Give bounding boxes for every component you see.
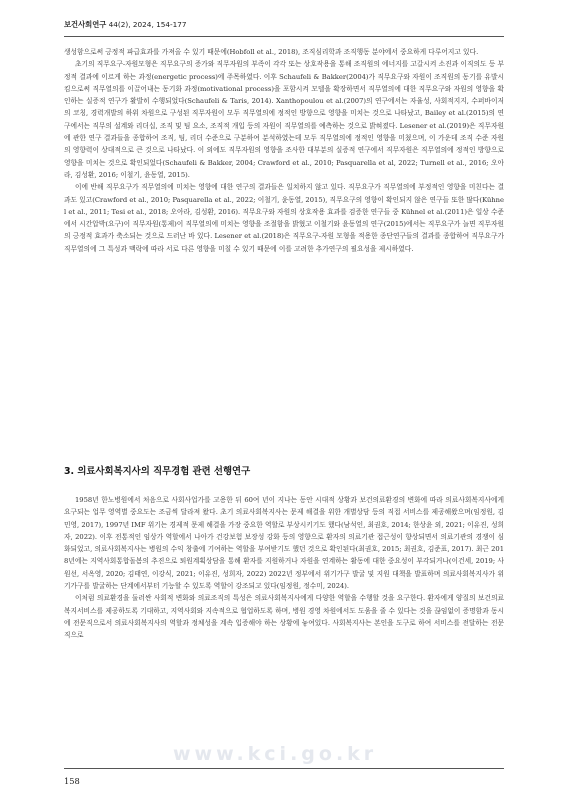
page-number: 158: [64, 776, 80, 786]
journal-citation: 44(2), 2024, 154-177: [106, 20, 187, 29]
paragraph-medical-social-work-roles: 이처럼 의료환경을 둘러싼 사회적 변화와 의료조직의 특성은 의료사회복지사에게 다양한 역할을 수행할 것을 요구한다. 환자에게 양질의 보건의료복지서비스를 제공하도록 기대하고, 지역사회와 지속적으로 협업하도록 하며, 병원 경영 차원에서도 도움을 줄 수 있다는 것을 끊임없이 증명함과 동시에 전문직으로서 의료사회복지사의 역할과 정체성을 계속 입증해야 하는 상황에 놓여있다. 사회복지사는 본인을 도구로 하여 서비스를 전달하는 전문직으로: [64, 594, 504, 640]
watermark: www.kci.go.kr: [173, 743, 378, 765]
section-heading: 3. 의료사회복지사의 직무경험 관련 선행연구: [64, 466, 251, 477]
section-body-text: [64, 494, 504, 642]
header-rule: [64, 36, 504, 37]
footer-rule: [64, 768, 504, 769]
paragraph-medical-social-work-history: 1958년 한노병원에서 처음으로 사회사업가를 고용한 뒤 60여 년이 지나는 동안 시대적 상황과 보건의료환경의 변화에 따라 의료사회복지사에게 요구되는 업무 영역별 중요도는 조금씩 달라져 왔다. 초기 의료사회복지사는 문제 해결을 위한 개별상담 등의 직접 서비스를 제공해왔으며(임정원, 김민영, 2017), 1997년 IMF 위기는 경제적 문제 해결을 가장 중요한 역할로 부상시키기도 했다(남석인, 최권호, 2014; 한상윤 외, 2021; 이유진, 성희자, 2022). 이후 전통적인 임상가 역할에서 나아가 건강보험 보장성 강화 등의 영향으로 환자의 의료기관 접근성이 향상되면서 의료기관의 경쟁이 심화되었고, 의료사회복지사는 병원의 수익 창출에 기여하는 역할을 부여받기도 했던 것으로 확인된다(최권호, 2015; 최권호, 김준표, 2017). 최근 2018년에는 지역사회통합돌봄의 추진으로 퇴원계획상담을 통해 환자를 지원하거나 자원을 연계하는 활동에 대한 중요성이 부각되거나(이건세, 2019; 사원선, 서옥영, 2020; 김태연, 이강식, 2021; 이유진, 성희자, 2022) 2022년 정부에서 위기가구 발굴 및 지원 대책을 발표하며 의료사회복지사가 위기가구를 발굴하는 단계에서부터 기능할 수 있도록 역할이 강조되고 있다(임정원, 정수미, 2024).: [64, 496, 504, 591]
paragraph-continuation: 생성함으로써 긍정적 파급효과를 가져올 수 있기 때문에(Hobfoll et al., 2018), 조직심리학과 조직행동 분야에서 중요하게 다루어지고 있다.: [64, 48, 479, 56]
body-text: [64, 46, 504, 255]
paragraph-job-demands: 이에 반해 직무요구가 직무열의에 미치는 영향에 대한 연구의 결과들은 일치하지 않고 있다. 직무요구가 직무열의에 부정적인 영향을 미친다는 결과도 있고(Crawford et al., 2010; Pasquarella et al., 2022; 이철기, 윤동열, 2015), 직무요구의 영향이 확인되지 않은 연구들 또한 많다(Kühnel et al., 2011; Tesi et al., 2018; 오아라, 김성환, 2016). 직무요구와 자원의 상호작용 효과를 검증한 연구들 중 Kühnel et al.(2011)은 일상 수준에서 시간압박(요구)이 직무자원(통제)이 직무열의에 미치는 영향을 조절함을 밝혔고 이철기와 윤동열의 연구(2015)에서는 직무요구가 늘면 직무자원의 긍정적 효과가 축소되는 것으로 드러난 바 있다. Lesener et al.(2018)은 직무요구-자원 모형을 적용한 종단연구들의 결과를 종합하여 직무요구가 직무열의에 그 특성과 맥락에 따라 서로 다른 영향을 미칠 수 있기 때문에 이를 고려한 추가연구의 필요성을 제시하였다.: [64, 183, 504, 253]
running-header: [64, 20, 504, 30]
journal-name: 보건사회연구: [64, 20, 107, 29]
paragraph-jdr-model: 초기의 직무요구-자원모형은 직무요구의 증가와 직무자원의 부족이 각각 또는 상호작용을 통해 조직원의 에너지를 고갈시켜 소진과 이직의도 등 부정적 결과에 이르게 하는 과정(energetic process)에 주목하였다. 이후 Schaufeli & Bakker(2004)가 직무요구와 자원이 조직원의 동기를 유발시킴으로써 직무열의를 이끌어내는 동기화 과정(motivational process)을 포함시켜 모델을 확장하면서 직무열의에 대한 직무요구와 자원의 영향을 확인하는 실증적 연구가 활발히 수행되었다(Schaufeli & Taris, 2014). Xanthopoulou et al.(2007)의 연구에서는 자율성, 사회적지지, 수퍼바이저의 코칭, 경력개발의 하위 차원으로 구성된 직무자원이 모두 직무열의에 정적인 방향으로 영향을 미치는 것으로 나타났고, Bailey et al.(2015)의 연구에서는 직무의 설계와 리더십, 조직 및 팀 요소, 조직적 개입 등의 자원이 직무열의를 예측하는 것으로 밝혀졌다. Lesener et al.(2019)은 직무자원에 관한 연구 결과들을 종합하여 조직, 팀, 리더 수준으로 구분하여 분석하였는데 모두 직무열의에 정적인 영향을 미쳤으며, 이 가운데 조직 수준 자원의 영향력이 상대적으로 큰 것으로 나타났다. 이 외에도 직무자원의 영향을 조사한 대부분의 실증적 연구에서 직무자원은 직무열의에 정적인 방향으로 영향을 미치는 것으로 확인되었다(Schaufeli & Bakker, 2004; Crawford et al., 2010; Pasquarella et al, 2022; Turnell et al., 2016; 오아라, 김성환, 2016; 이철기, 윤동열, 2015).: [64, 60, 504, 179]
